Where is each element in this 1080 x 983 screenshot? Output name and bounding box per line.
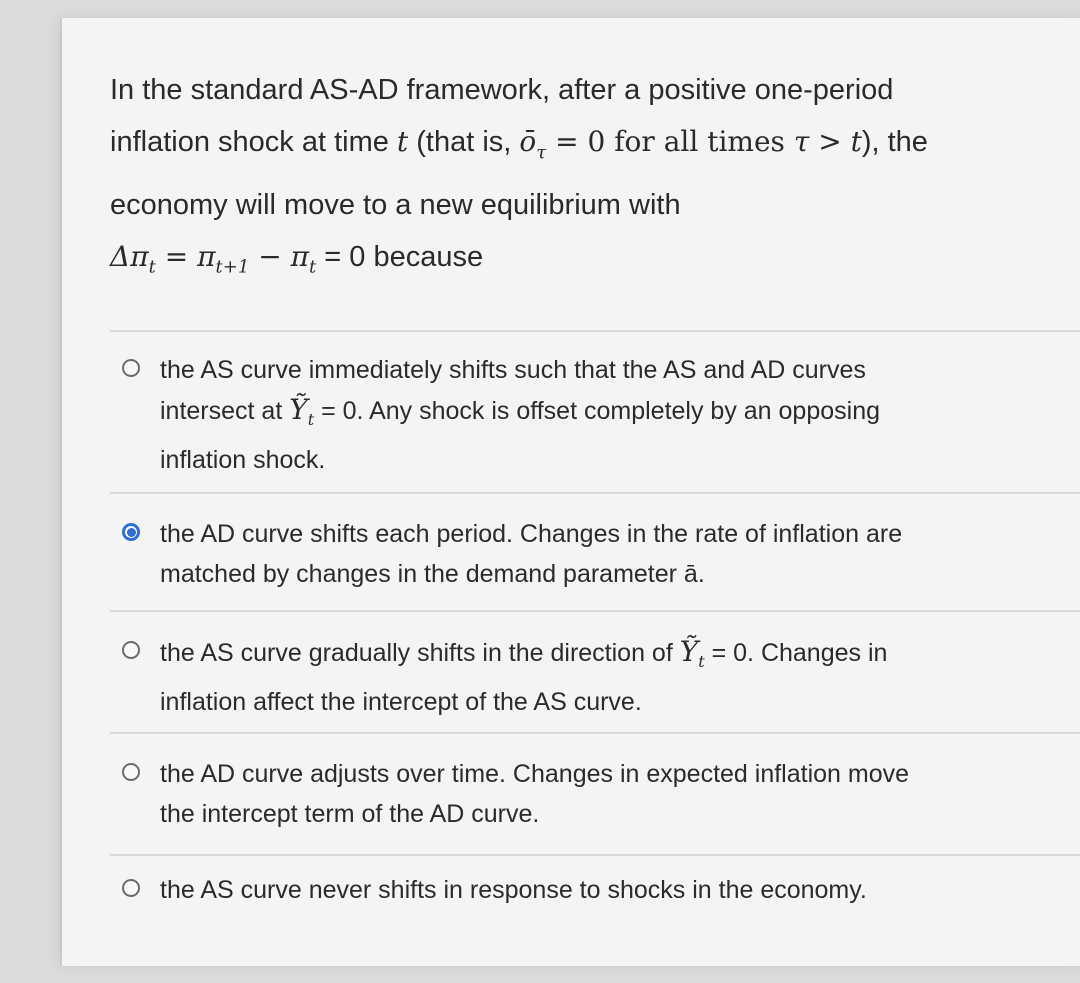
divider [110,854,1080,856]
divider [110,732,1080,734]
option-3-line-1: the AS curve gradually shifts in the direction of Ỹ$_t$ = 0. Changes in [160,635,888,671]
option-1-line-3: inflation shock. [160,446,326,474]
option-2-line-1: the AD curve shifts each period. Changes in the rate of inflation are [160,520,903,548]
radio-button-unselected-icon[interactable] [122,763,140,781]
radio-button-selected-icon[interactable] [122,523,140,541]
option-1-line-1: the AS curve immediately shifts such that the AS and AD curves [160,356,866,384]
radio-button-unselected-icon[interactable] [122,359,140,377]
question-line-2: inflation shock at time t (that is, $ō_\tau = 0$ for all times τ > t), the [110,125,928,163]
question-line-4: $\Delta\pi_t = \pi_{t+1} - \pi_t = 0$ because [110,239,484,278]
answer-option-3[interactable] [112,632,1042,722]
question-text [110,64,1040,293]
answer-option-1[interactable] [112,350,1042,480]
question-line-1: In the standard AS-AD framework, after a positive one-period [110,74,894,106]
divider [110,610,1080,612]
answer-option-4[interactable] [112,754,1042,844]
option-4-line-1: the AD curve adjusts over time. Changes in expected inflation move [160,760,910,788]
radio-button-unselected-icon[interactable] [122,879,140,897]
divider [110,330,1080,332]
question-card [60,18,1080,966]
option-4-line-2: the intercept term of the AD curve. [160,800,540,828]
option-3-line-2: inflation affect the intercept of the AS curve. [160,688,642,716]
radio-button-unselected-icon[interactable] [122,641,140,659]
question-line-3: economy will move to a new equilibrium with [110,188,681,221]
option-2-line-2: matched by changes in the demand parameter ā. [160,560,705,588]
answer-option-2[interactable] [112,514,1042,604]
option-1-line-2: intersect at Ỹ$_t$ = 0. Any shock is offset completely by an opposing [160,393,881,429]
answer-option-5[interactable] [112,870,1042,920]
divider [110,492,1080,494]
option-5-line-1: the AS curve never shifts in response to shocks in the economy. [160,876,867,904]
